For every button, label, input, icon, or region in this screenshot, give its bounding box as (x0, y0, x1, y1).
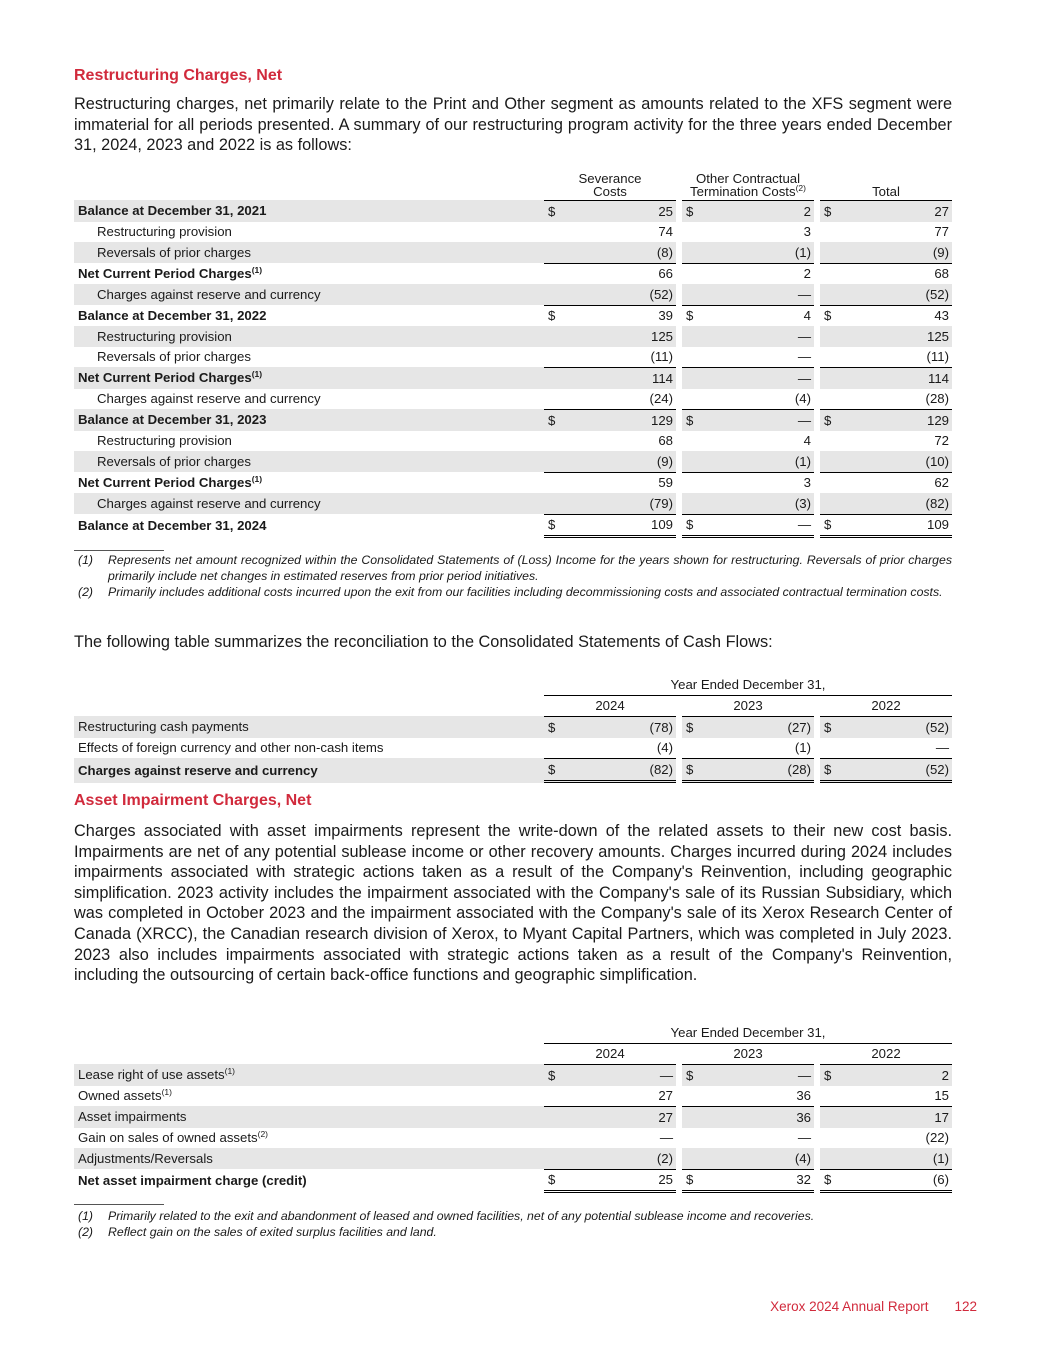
value-cell: (79) (544, 493, 676, 514)
table-row (74, 263, 952, 285)
table-row (74, 326, 952, 347)
table-row (74, 514, 952, 539)
value-cell: $ (52) (820, 758, 952, 783)
table-row (74, 1169, 952, 1194)
value-cell: $ (82) (544, 758, 676, 783)
value-cell: $ 32 (682, 1169, 814, 1194)
row-label: Lease right of use assets$^{(1)}$ (74, 1064, 544, 1086)
value-cell: (1) (682, 242, 814, 263)
table-row (74, 1106, 952, 1128)
value-cell: (1) (820, 1148, 952, 1169)
value-cell: 125 (820, 326, 952, 347)
value-cell: (10) (820, 451, 952, 472)
value-cell: $ 129 (820, 409, 952, 431)
impairment-table-body (74, 1064, 952, 1193)
value-cell: $ 25 (544, 200, 676, 222)
value-cell: — (682, 367, 814, 389)
value-cell: 3 (682, 472, 814, 494)
report-title: Xerox 2024 Annual Report (770, 1299, 929, 1314)
value-cell: (11) (926, 349, 949, 365)
value-cell: $ (28) (682, 758, 814, 783)
page-number: 122 (954, 1299, 977, 1314)
row-label: Charges against reserve and currency (74, 284, 544, 305)
value-cell: 72 (934, 433, 949, 449)
value-cell: (24) (649, 391, 673, 407)
value-cell: (8) (544, 242, 676, 263)
page-footer (770, 1299, 977, 1314)
value-cell: — (797, 349, 811, 365)
table-row (74, 716, 952, 738)
impairment-intro: Charges associated with asset impairments represent the write-down of the related assets to their new cost basis. Impairments are net of any potential sublease income or other recovery amounts. Charges incurred during 2024 includes impairments associated with strategic actions taken as a result of the Company's Reinvention, including geographic simplification. 2023 activity includes the impairment associated with the Company's sale of its Russian Subsidiary, which was completed in October 2023 and the impairment associated with the Company's sale of its Xerox Research Center of Canada (XRCC), the Canadian research division of Xerox, to Myant Capital Partners, which was completed in July 2023. 2023 also includes impairments associated with strategic actions taken as a result of the Company's Reinvention, including the outsourcing of certain back-office functions and geographic simplification. (74, 822, 952, 985)
value-cell: (28) (925, 391, 949, 407)
table-row (74, 242, 952, 263)
row-label: Restructuring provision (74, 326, 544, 347)
value-cell: (3) (682, 493, 814, 514)
table-row (74, 451, 952, 472)
value-cell: (9) (544, 451, 676, 472)
value-cell: — (797, 1130, 811, 1146)
value-cell: $ — (682, 514, 814, 539)
table-row (74, 367, 952, 389)
column-header-2024: 2024 (595, 698, 625, 714)
value-cell: $ 4 (682, 305, 814, 327)
value-cell: (1) (794, 740, 811, 756)
row-label: Charges against reserve and currency (97, 391, 321, 407)
table-row (74, 1148, 952, 1169)
table-row (74, 200, 952, 222)
row-label: Restructuring cash payments (74, 716, 544, 738)
value-cell: 59 (544, 472, 676, 494)
footnote: (2) Primarily includes additional costs incurred upon the exit from our facilities including decommissioning costs and associated contractual termination costs. (78, 585, 943, 599)
value-cell: $ 2 (820, 1064, 952, 1086)
value-cell: 4 (803, 433, 811, 449)
row-label: Balance at December 31, 2022 (78, 307, 267, 323)
value-cell: 77 (934, 224, 949, 240)
column-header-2023: 2023 (733, 698, 763, 714)
impairment-heading: Asset Impairment Charges, Net (74, 792, 312, 809)
group-header: Year Ended December 31, (544, 674, 952, 696)
column-header-other-contractual: Other Contractual Termination Costs$^{(2)}$ (690, 171, 806, 199)
restructuring-heading: Restructuring Charges, Net (74, 67, 283, 84)
value-cell: 114 (544, 367, 676, 389)
row-label: Gain on sales of owned assets$^{(2)}$ (78, 1129, 268, 1146)
value-cell: $ 109 (544, 514, 676, 539)
restructuring-table (74, 170, 952, 538)
impairment-footnotes (74, 1208, 952, 1240)
value-cell: $ 25 (544, 1169, 676, 1194)
value-cell: 62 (820, 472, 952, 494)
value-cell: 74 (658, 224, 673, 240)
value-cell: $ (27) (682, 716, 814, 738)
value-cell: (2) (544, 1148, 676, 1169)
table-header-row (74, 170, 952, 200)
table-row (74, 409, 952, 431)
value-cell: $ — (682, 1064, 814, 1086)
reconciliation-intro: The following table summarizes the reconciliation to the Consolidated Statements of Cash Flows: (74, 633, 773, 651)
row-label: Restructuring provision (97, 433, 232, 449)
value-cell: $ 2 (682, 200, 814, 222)
value-cell: — (935, 740, 949, 756)
value-cell: $ 39 (544, 305, 676, 327)
restructuring-intro: Restructuring charges, net primarily relate to the Print and Other segment as amounts related to the XFS segment were immaterial for all periods presented. A summary of our restructuring program activity for the three years ended December 31, 2024, 2023 and 2022 is as follows: (74, 95, 952, 155)
value-cell: 3 (803, 224, 811, 240)
column-header-2022: 2022 (871, 698, 901, 714)
row-label: Owned assets$^{(1)}$ (78, 1087, 172, 1104)
value-cell: 36 (682, 1106, 814, 1128)
value-cell: (4) (682, 1148, 814, 1169)
table-row (74, 431, 952, 452)
row-label: Net Current Period Charges$^{(1)}$ (78, 264, 263, 281)
value-cell: 27 (658, 1088, 673, 1104)
row-label: Net Current Period Charges$^{(1)}$ (78, 473, 263, 490)
restructuring-table-body (74, 200, 952, 538)
row-label: Balance at December 31, 2021 (74, 200, 544, 222)
row-label: Balance at December 31, 2023 (74, 409, 544, 431)
column-header-severance: Severance Costs (578, 171, 642, 199)
table-row (74, 1128, 952, 1149)
table-row (74, 493, 952, 514)
value-cell: 17 (820, 1106, 952, 1128)
value-cell: $ — (682, 409, 814, 431)
value-cell: (9) (820, 242, 952, 263)
table-row (74, 472, 952, 494)
footnote-divider (74, 550, 164, 551)
value-cell: $ (6) (820, 1169, 952, 1194)
value-cell: (1) (682, 451, 814, 472)
impairment-table (74, 1022, 952, 1193)
reconciliation-table (74, 674, 952, 783)
value-cell: (22) (925, 1130, 949, 1146)
column-header-2023: 2023 (733, 1046, 763, 1062)
value-cell: 68 (820, 263, 952, 285)
row-label: Reversals of prior charges (74, 451, 544, 472)
value-cell: — (682, 284, 814, 305)
table-row (74, 305, 952, 327)
value-cell: $ (78) (544, 716, 676, 738)
footnote: (1) Primarily related to the exit and abandonment of leased and owned facilities, net of any potential sublease income and recoveries. (78, 1209, 815, 1223)
value-cell: — (659, 1130, 673, 1146)
row-label: Reversals of prior charges (74, 242, 544, 263)
value-cell: (82) (820, 493, 952, 514)
table-row (74, 1064, 952, 1086)
table-row (74, 347, 952, 368)
value-cell: (11) (650, 349, 673, 365)
table-row (74, 758, 952, 783)
row-label: Net asset impairment charge (credit) (78, 1173, 307, 1189)
row-label: Balance at December 31, 2024 (78, 518, 267, 534)
value-cell: (4) (794, 391, 811, 407)
value-cell: $ 129 (544, 409, 676, 431)
value-cell: 66 (544, 263, 676, 285)
table-row (74, 1086, 952, 1107)
footnote: (1) Represents net amount recognized within the Consolidated Statements of (Loss) Income for the years shown for restructuring. Reversals of prior charges primarily include net changes in estimated reserves from prior period initiatives. (78, 553, 952, 583)
value-cell: $ — (544, 1064, 676, 1086)
value-cell: (52) (820, 284, 952, 305)
row-label: Net Current Period Charges$^{(1)}$ (74, 367, 544, 389)
group-header: Year Ended December 31, (544, 1022, 952, 1044)
row-label: Effects of foreign currency and other non-cash items (78, 740, 384, 756)
value-cell: $ (52) (820, 716, 952, 738)
value-cell: 27 (544, 1106, 676, 1128)
row-label: Adjustments/Reversals (74, 1148, 544, 1169)
value-cell: 114 (820, 367, 952, 389)
reconciliation-table-body (74, 716, 952, 783)
row-label: Restructuring provision (97, 224, 232, 240)
value-cell: 2 (682, 263, 814, 285)
table-row (74, 738, 952, 759)
row-label: Charges against reserve and currency (74, 758, 544, 783)
column-header-2024: 2024 (595, 1046, 625, 1062)
column-header-total: Total (872, 184, 900, 199)
row-label: Asset impairments (74, 1106, 544, 1128)
footnote-divider (74, 1204, 164, 1205)
table-row (74, 389, 952, 410)
value-cell: 15 (934, 1088, 949, 1104)
value-cell: 125 (544, 326, 676, 347)
footnote: (2) Reflect gain on the sales of exited surplus facilities and land. (78, 1225, 437, 1239)
table-row (74, 222, 952, 243)
column-header-2022: 2022 (871, 1046, 901, 1062)
value-cell: (52) (544, 284, 676, 305)
value-cell: (4) (656, 740, 673, 756)
value-cell: $ 43 (820, 305, 952, 327)
table-row (74, 284, 952, 305)
value-cell: 68 (658, 433, 673, 449)
value-cell: 36 (796, 1088, 811, 1104)
value-cell: — (682, 326, 814, 347)
restructuring-footnotes (74, 552, 952, 600)
row-label: Charges against reserve and currency (74, 493, 544, 514)
value-cell: $ 27 (820, 200, 952, 222)
value-cell: $ 109 (820, 514, 952, 539)
row-label: Reversals of prior charges (97, 349, 251, 365)
